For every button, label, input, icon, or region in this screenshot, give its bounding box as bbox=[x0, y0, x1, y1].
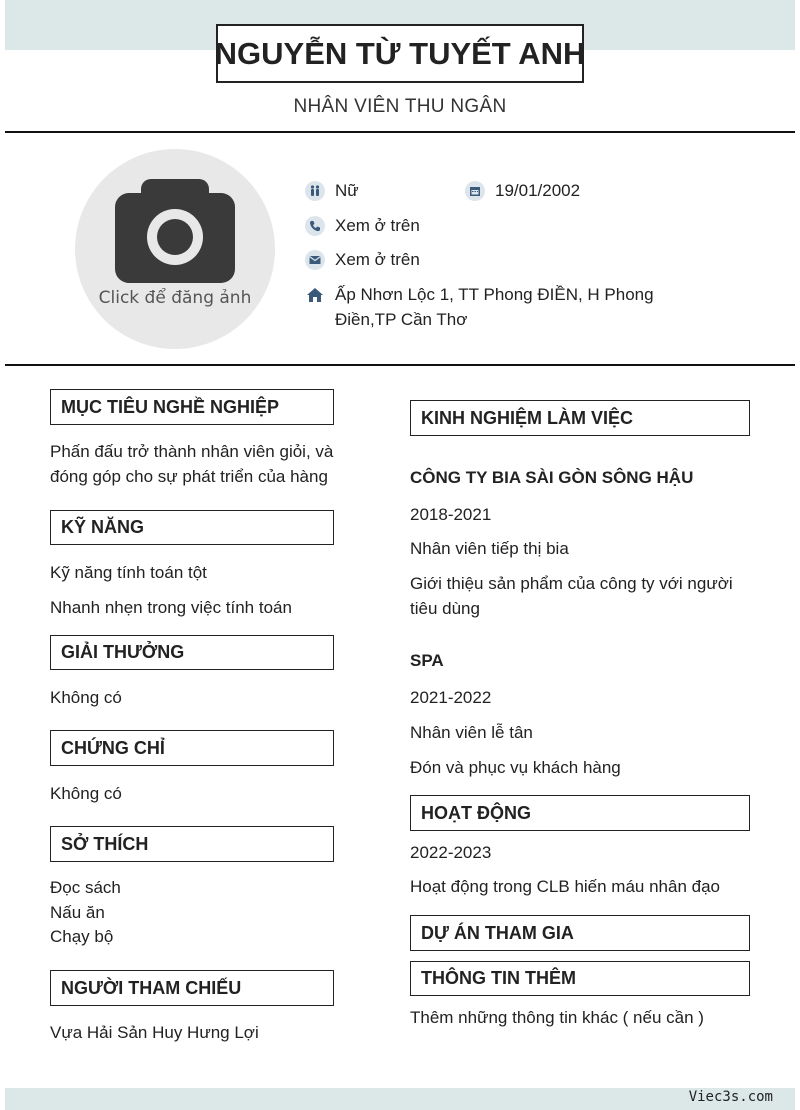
email-value: Xem ở trên bbox=[335, 250, 420, 269]
job-company: SPA bbox=[410, 651, 444, 670]
dob-row bbox=[465, 178, 580, 203]
section-references-title: NGƯỜI THAM CHIẾU bbox=[50, 970, 334, 1006]
job-description-line-1: Đón và phục vụ khách hàng bbox=[410, 758, 621, 777]
gender-icon bbox=[305, 181, 325, 201]
job-title: NHÂN VIÊN THU NGÂN bbox=[293, 96, 507, 117]
job-period: 2018-2021 bbox=[410, 505, 492, 524]
email-row bbox=[305, 247, 420, 272]
activity-text: Hoạt động trong CLB hiến máu nhân đạo bbox=[410, 877, 721, 896]
full-name: NGUYỄN TỪ TUYẾT ANH bbox=[216, 24, 584, 83]
activity-period: 2022-2023 bbox=[410, 843, 492, 862]
objective-line-1: Phấn đấu trở thành nhân viên giỏi, và bbox=[50, 442, 334, 461]
divider-top bbox=[5, 131, 795, 133]
calendar-icon bbox=[465, 181, 485, 201]
gender-row bbox=[305, 178, 359, 203]
section-hobbies-title: SỞ THÍCH bbox=[50, 826, 334, 862]
divider-middle bbox=[5, 364, 795, 366]
job-position: Nhân viên tiếp thị bia bbox=[410, 539, 569, 558]
address-row bbox=[305, 282, 654, 332]
phone-icon bbox=[305, 216, 325, 236]
section-certificates-title: CHỨNG CHỈ bbox=[50, 730, 334, 766]
job-period: 2021-2022 bbox=[410, 688, 492, 707]
job-position: Nhân viên lễ tân bbox=[410, 723, 533, 742]
dob-value: 19/01/2002 bbox=[495, 181, 581, 200]
hobby-item: Chạy bộ bbox=[50, 927, 114, 946]
address-line-1: Ấp Nhơn Lộc 1, TT Phong ĐIỀN, H Phong bbox=[335, 285, 654, 304]
gender-value: Nữ bbox=[335, 181, 359, 200]
certificates-text: Không có bbox=[50, 784, 122, 803]
references-text: Vựa Hải Sản Huy Hưng Lợi bbox=[50, 1023, 259, 1042]
job-company: CÔNG TY BIA SÀI GÒN SÔNG HẬU bbox=[410, 468, 694, 487]
section-awards-title: GIẢI THƯỞNG bbox=[50, 635, 334, 670]
hobby-item: Nấu ăn bbox=[50, 902, 105, 922]
phone-value: Xem ở trên bbox=[335, 216, 420, 235]
footer-brand: Viec3s.com bbox=[688, 1089, 773, 1105]
section-objective-title: MỤC TIÊU NGHỀ NGHIỆP bbox=[50, 389, 334, 425]
extra-text: Thêm những thông tin khác ( nếu cần ) bbox=[410, 1008, 704, 1027]
section-extra-title: THÔNG TIN THÊM bbox=[410, 961, 750, 996]
job-description-line-2: tiêu dùng bbox=[410, 599, 480, 618]
avatar-upload[interactable] bbox=[75, 149, 275, 349]
skill-item: Kỹ năng tính toán tột bbox=[50, 563, 207, 582]
home-icon bbox=[305, 285, 325, 305]
section-projects-title: DỰ ÁN THAM GIA bbox=[410, 915, 750, 951]
skill-item: Nhanh nhẹn trong việc tính toán bbox=[50, 598, 292, 617]
phone-row bbox=[305, 213, 420, 238]
section-activities-title: HOẠT ĐỘNG bbox=[410, 795, 750, 831]
section-skills-title: KỸ NĂNG bbox=[50, 510, 334, 545]
avatar-caption: Click để đăng ảnh bbox=[98, 288, 252, 308]
job-description-line-1: Giới thiệu sản phẩm của công ty với người bbox=[410, 574, 733, 593]
section-experience-title: KINH NGHIỆM LÀM VIỆC bbox=[410, 400, 750, 436]
hobby-item: Đọc sách bbox=[50, 878, 121, 897]
email-icon bbox=[305, 250, 325, 270]
address-line-2: Điền,TP Cần Thơ bbox=[335, 310, 468, 329]
camera-icon bbox=[115, 179, 235, 283]
awards-text: Không có bbox=[50, 688, 122, 707]
footer-band bbox=[5, 1088, 795, 1110]
objective-line-2: đóng góp cho sự phát triển của hàng bbox=[50, 467, 328, 486]
hobbies-list bbox=[50, 876, 121, 950]
address-value bbox=[335, 282, 654, 332]
